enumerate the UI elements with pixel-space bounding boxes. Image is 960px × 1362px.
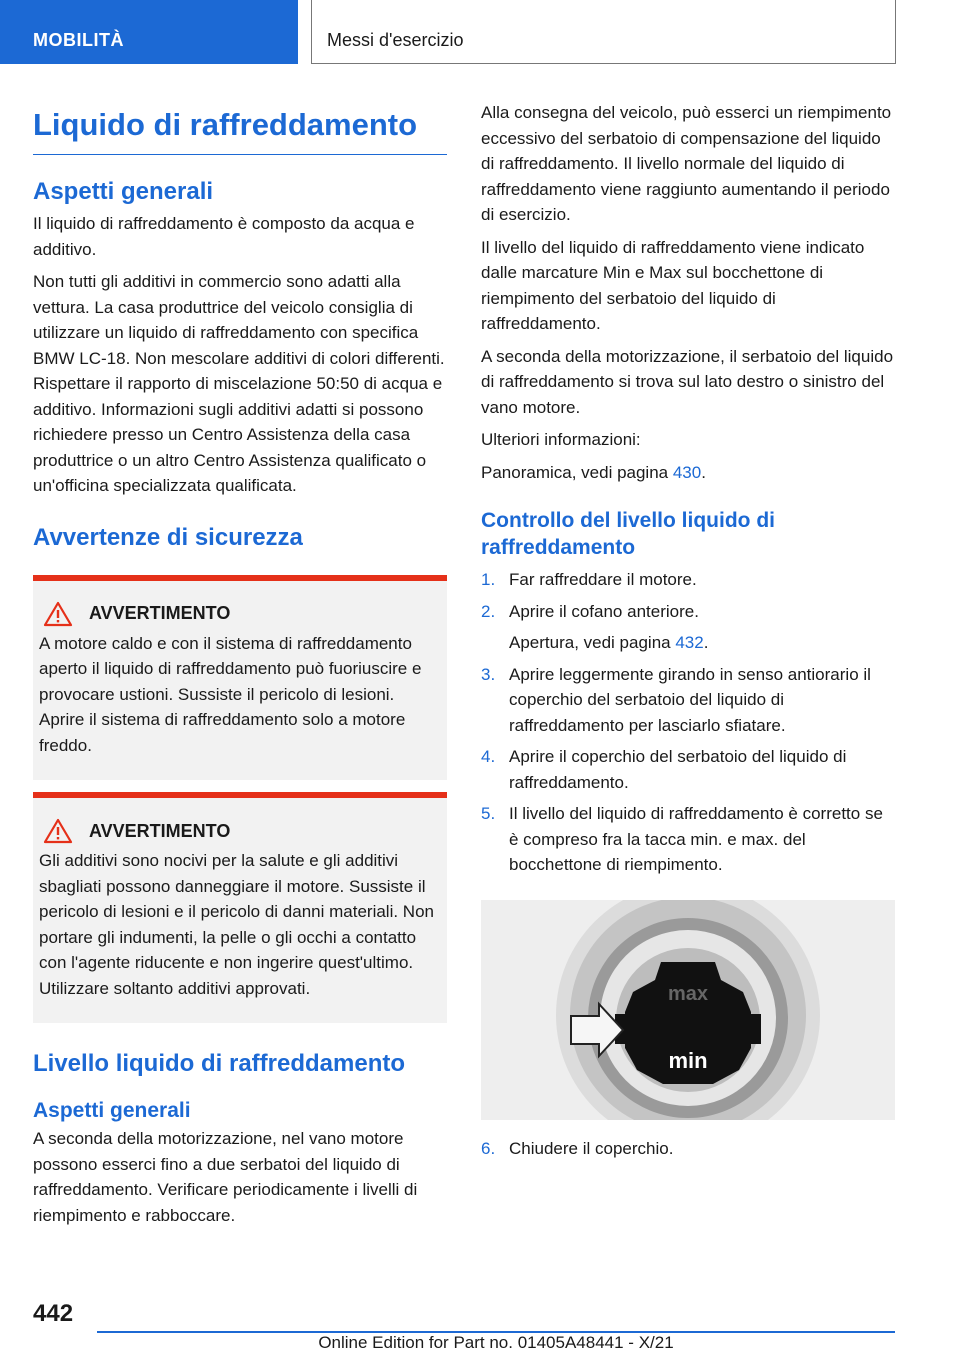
right-paragraph-5: Panoramica, vedi pagina 430. [481,462,706,482]
level-heading: Livello liquido di raffreddamento [33,1050,406,1077]
warning-title: AVVERTIMENTO [89,820,231,841]
level-paragraph: A seconda della motorizzazione, nel vano motore possono esserci fino a due serbatoi del liquido di raffreddamento. Verificare periodicamente i livelli di riempimento e rabboccare. [33,1129,418,1225]
page-reference-link[interactable]: 430 [672,462,702,482]
warning-text: A motore caldo e con il sistema di raffreddamento aperto il liquido di raffreddamento può fuoriuscire e provocare ustioni. Sussiste il pericolo di lesioni. Aprire il sistema di raffreddamento solo a motore freddo. [39,633,422,755]
edition-text: Online Edition for Part no. 01405A48441 - X/21 [318,1333,674,1352]
warning-header [39,818,437,844]
step-list [481,567,895,624]
warning-title: AVVERTIMENTO [89,603,231,623]
list-item: 1. Far raffreddare il motore. [481,570,697,589]
warning-box-1 [33,575,447,781]
coolant-cap-illustration [481,900,895,1120]
list-item: 5. Il livello del liquido di raffreddamento è corretto se è compreso fra la tacca min. e max. del bocchettone di riempimento. [481,804,883,874]
warning-text: Gli additivi sono nocivi per la salute e gli additivi sbagliati possono danneggiare il motore. Sussiste il pericolo di lesioni e il pericolo di danni materiali. Non portare gli indumenti, la pelle o gli occhi a contatto con l'agente riducente e non ingerire quest'ultimo. Utilizzare soltanto additivi approvati. [39,851,434,998]
step-2-reference: Apertura, vedi pagina 432. [509,633,709,652]
right-column [481,100,895,1161]
level-subheading: Aspetti generali [33,1099,191,1122]
warning-triangle-icon [43,818,73,844]
chapter-tab [0,0,298,64]
right-paragraph-2: Il livello del liquido di raffreddamento viene indicato dalle marcature Min e Max sul bocchettone di riempimento del serbatoio del liquido di raffreddamento. [481,237,865,333]
step-list-continued [481,662,895,878]
list-item: 4. Aprire il coperchio del serbatoio del liquido di raffreddamento. [481,747,847,792]
safety-heading: Avvertenze di sicurezza [33,523,303,551]
page-title: Liquido di raffreddamento [33,106,447,155]
section-header [311,0,896,64]
section-label: Messi d'esercizio [327,30,464,50]
warning-triangle-icon [43,601,73,627]
check-heading: Controllo del livello liquido di raffreddamento [481,509,775,559]
right-paragraph-4: Ulteriori informazioni: [481,430,641,449]
general-paragraph-1: Il liquido di raffreddamento è composto da acqua e additivo. [33,214,415,259]
page-number: 442 [33,1300,74,1327]
max-marking: max [667,982,709,1005]
right-paragraph-3: A seconda della motorizzazione, il serbatoio del liquido di raffreddamento si trova sul lato destro o sinistro del vano motore. [481,346,894,417]
list-item: 3. Aprire leggermente girando in senso antiorario il coperchio del serbatoio del liquido di raffreddamento per lasciarlo sfiatare. [481,664,871,735]
general-paragraph-2: Non tutti gli additivi in commercio sono adatti alla vettura. La casa produttrice del veicolo consiglia di utilizzare un liquido di raffreddamento con specifica BMW LC-18. Non mescolare additivi di colori differenti. Rispettare il rapporto di miscelazione 50:50 di acqua e additivo. Informazioni sugli additivi adatti si possono richiedere presso un Centro Assistenza della casa produttrice o un altro Centro Assistenza qualificato o un'officina specializzata qualificata. [33,272,445,495]
general-heading: Aspetti generali [33,178,214,205]
warning-box-2 [33,792,447,1023]
list-item: 2. Aprire il cofano anteriore. [481,601,699,621]
warning-header [39,601,437,627]
list-item: 6. Chiudere il coperchio. [481,1138,674,1158]
coolant-cap-svg [481,900,895,1120]
min-marking: min [668,1047,708,1073]
right-paragraph-1: Alla consegna del veicolo, può esserci un riempimento eccessivo del serbatoio di compensazione del liquido di raffreddamento. Il livello normale del liquido di raffreddamento viene raggiunto aumentando il periodo di esercizio. [481,103,892,224]
left-column [33,100,447,1228]
step-list-final [481,1136,895,1162]
chapter-label: MOBILITÀ [33,30,124,50]
page-reference-link[interactable]: 432 [675,633,704,652]
